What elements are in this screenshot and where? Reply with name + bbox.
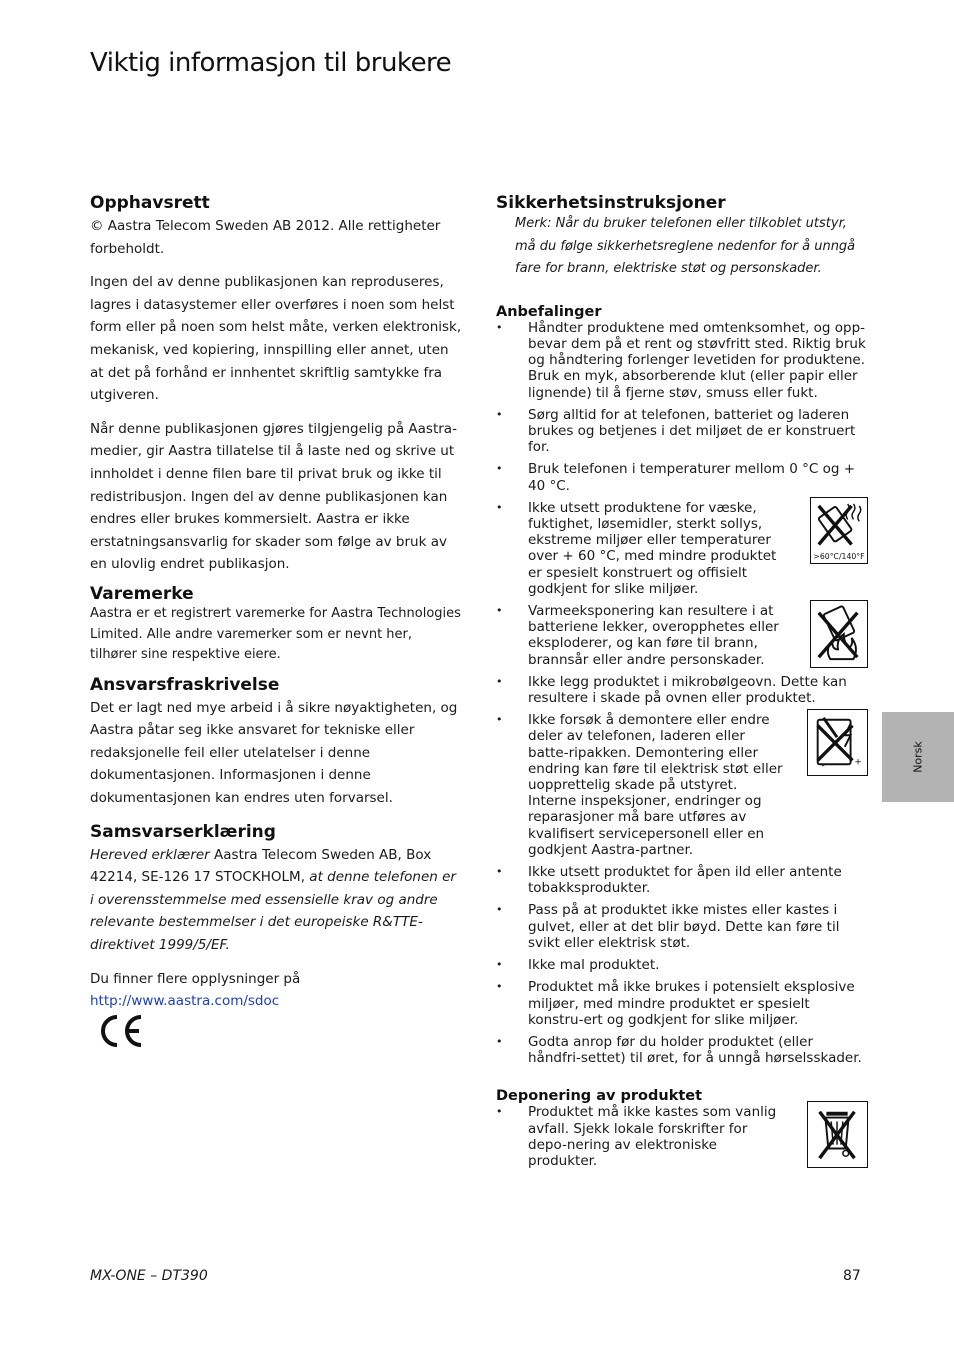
sdoc-link-line bbox=[90, 990, 462, 1013]
copyright-distribution-text: Når denne publikasjonen gjøres tilgjengelig på Aastra-medier, gir Aastra tillatelse til å laste ned og skrive ut innholdet i denne filen bare til privat bruk og ikke til redistribusjon. Ingen del av denne publikasjonen kan endres eller brukes kommersielt. Aastra er ikke erstatningsansvarlig for skader som følge av bruk av en ulovlig endret publikasjon. bbox=[90, 420, 457, 573]
list-item bbox=[496, 500, 868, 597]
disclaimer-heading: Ansvarsfraskrivelse bbox=[90, 674, 280, 695]
list-item-text: Ikke forsøk å demontere eller endre deler av telefonen, laderen eller batte-ripakken. Demontering eller endring kan føre til elektrisk støt eller uopprettelig skade på utstyret. Interne inspeksjoner, endringer og reparasjoner må bare utføres av kvalifisert servicepersonell eller en godkjent Aastra-partner. bbox=[528, 712, 783, 858]
copyright-reproduction-text: Ingen del av denne publikasjonen kan reproduseres, lagres i datasystemer eller overføres i noen som helst form eller på noen som helst måte, verken elektronisk, mekanisk, ved kopiering, innspilling eller annet, uten at det på forhånd er innhentet skriftlig samtykke fra utgiveren. bbox=[90, 274, 462, 404]
temperature-label: >60°C/140°F bbox=[813, 551, 865, 561]
page-number: 87 bbox=[843, 1268, 861, 1284]
list-item: • Håndter produktene med omtenksomhet, og opp-bevar dem på et rent og støvfritt sted. Riktig bruk og håndtering forlenger levetiden for produktene. Bruk en myk, absorberende klut (eller papir eller lignende) til å fjerne støv, smuss eller fukt. bbox=[496, 320, 868, 401]
copyright-heading: Opphavsrett bbox=[90, 193, 210, 213]
list-item bbox=[496, 603, 868, 668]
conformity-lead: Hereved erklærer bbox=[90, 846, 210, 863]
list-item: • Ikke mal produktet. bbox=[496, 957, 868, 973]
list-item: • Sørg alltid for at telefonen, batteriet og laderen brukes og betjenes i det miljøet de er konstruert for. bbox=[496, 407, 868, 456]
disposal-heading: Deponering av produktet bbox=[496, 1088, 703, 1105]
more-info-text: Du finner flere opplysninger på bbox=[90, 970, 301, 987]
list-item-text: Varmeeksponering kan resultere i at batteriene lekker, overopphetes eller eksploderer, og kan føre til brann, brannsår eller andre personskader. bbox=[528, 603, 779, 668]
recommendations-heading: Anbefalinger bbox=[496, 303, 602, 320]
list-item: • Ikke utsett produktet for åpen ild eller antente tobakksprodukter. bbox=[496, 864, 868, 896]
recommendations-list bbox=[496, 320, 868, 1067]
list-item-text: Ikke utsett produktene for væske, fuktighet, løsemidler, sterkt sollys, ekstreme miljøer eller temperaturer over + 60 °C, med mindre produktet er spesielt konstruert og offisielt godkjent for slike miljøer. bbox=[528, 499, 777, 597]
list-item: • Pass på at produktet ikke mistes eller kastes i gulvet, eller at det blir bøyd. Dette kan føre til svikt eller elektrisk støt. bbox=[496, 902, 868, 951]
conformity-statement: at denne telefonen er i overensstemmelse med essensielle krav og andre relevante bestemmelser i det europeiske R&TTE-direktivet 1999/5/EF. bbox=[90, 869, 456, 954]
footer-product: MX-ONE – DT390 bbox=[90, 1268, 208, 1284]
copyright-text: © Aastra Telecom Sweden AB 2012. Alle rettigheter forbeholdt. bbox=[90, 218, 441, 257]
trademark-text: Aastra er et registrert varemerke for Aastra Technologies Limited. Alle andre varemerker som er nevnt her, tilhører sine respektive eiere. bbox=[90, 605, 461, 663]
disposal-list bbox=[496, 1104, 868, 1169]
no-liquid-heat-icon bbox=[810, 497, 868, 564]
disclaimer-text: Det er lagt ned mye arbeid i å sikre nøyaktigheten, og Aastra påtar seg ikke ansvaret for tekniske eller redaksjonelle feil eller utelatelser i denne dokumentasjonen. Informasjonen i denne dokumentasjonen kan endres uten forvarsel. bbox=[90, 699, 458, 807]
list-item: • Bruk telefonen i temperaturer mellom 0 °C og + 40 °C. bbox=[496, 461, 868, 493]
ce-mark-icon bbox=[97, 1013, 145, 1049]
list-item bbox=[496, 1104, 868, 1169]
safety-note: Merk: Når du bruker telefonen eller tilkoblet utstyr, må du følge sikkerhetsreglene nedenfor for å unngå fare for brann, elektriske støt og personskader. bbox=[515, 216, 856, 277]
list-item: • Produktet må ikke brukes i potensielt eksplosive miljøer, med mindre produktet er spesielt konstru-ert og godkjent for slike miljøer. bbox=[496, 979, 868, 1028]
right-column bbox=[496, 193, 868, 1175]
list-item-text: Produktet må ikke kastes som vanlig avfall. Sjekk lokale forskrifter for depo-nering av elektroniske produkter. bbox=[528, 1104, 777, 1169]
language-tab[interactable] bbox=[882, 712, 954, 802]
svg-text:+: + bbox=[854, 757, 862, 768]
weee-bin-icon bbox=[807, 1101, 868, 1168]
no-fire-battery-icon bbox=[810, 600, 868, 668]
language-tab-label: Norsk bbox=[911, 741, 925, 773]
trademark-heading: Varemerke bbox=[90, 583, 194, 604]
no-disassembly-icon bbox=[807, 709, 868, 776]
list-item: • Ikke legg produktet i mikrobølgeovn. Dette kan resultere i skade på ovnen eller produktet. bbox=[496, 674, 868, 706]
conformity-heading: Samsvarserklæring bbox=[90, 821, 276, 842]
safety-heading: Sikkerhetsinstruksjoner bbox=[496, 193, 726, 213]
sdoc-link[interactable]: http://www.aastra.com/sdoc bbox=[90, 993, 280, 1010]
conformity-text bbox=[90, 844, 462, 957]
list-item: • Godta anrop før du holder produktet (eller håndfri-settet) til øret, for å unngå hørselsskader. bbox=[496, 1034, 868, 1066]
svg-text:-: - bbox=[821, 761, 825, 772]
conformity-company: Aastra Telecom Sweden AB, Box 42214, SE-126 17 STOCKHOLM, bbox=[90, 846, 432, 886]
left-column bbox=[90, 193, 462, 1013]
list-item bbox=[496, 712, 868, 858]
page-title: Viktig informasjon til brukere bbox=[90, 48, 452, 78]
